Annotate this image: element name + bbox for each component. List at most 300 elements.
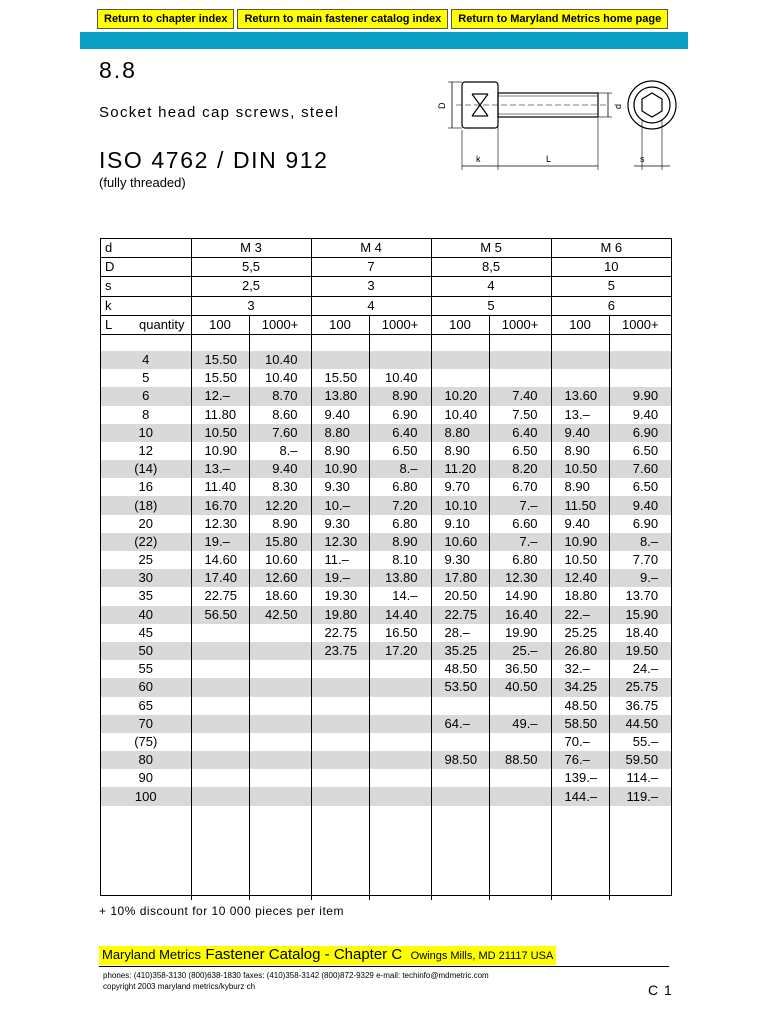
price-cell [249, 678, 311, 696]
price-cell: 59.50 [609, 751, 671, 769]
length-cell: (18) [101, 496, 191, 514]
price-cell [311, 769, 369, 787]
price-cell: 15.50 [191, 351, 249, 369]
price-cell: 9.30 [431, 551, 489, 569]
dimension-label-s: s [640, 154, 645, 164]
price-cell: 10.40 [431, 406, 489, 424]
price-cell: 11.– [311, 551, 369, 569]
price-cell: 11.20 [431, 460, 489, 478]
price-cell: 9.– [609, 569, 671, 587]
table-row [101, 697, 671, 715]
spec-value: 5 [431, 296, 551, 315]
price-cell: 9.70 [431, 478, 489, 496]
price-cell: 6.90 [609, 424, 671, 442]
price-cell: 14.60 [191, 551, 249, 569]
length-cell: 65 [101, 697, 191, 715]
price-cell: 6.50 [632, 442, 659, 458]
price-cell [311, 660, 369, 678]
table-row [101, 642, 671, 660]
price-cell: 6.80 [369, 515, 431, 533]
length-cell: (22) [101, 533, 191, 551]
spec-value: 3 [191, 296, 311, 315]
price-cell [191, 733, 249, 751]
price-cell: 12.30 [311, 533, 369, 551]
price-cell: 12.30 [191, 515, 249, 533]
price-cell: 139.– [551, 769, 609, 787]
quantity-column-header: 1000+ [369, 315, 431, 334]
quantity-label: quantity [139, 316, 185, 332]
price-cell: 6.40 [369, 424, 431, 442]
footer-company: Maryland Metrics [102, 947, 201, 962]
length-cell: 55 [101, 660, 191, 678]
price-cell: 6.50 [632, 479, 659, 495]
price-cell: 8.70 [249, 387, 311, 405]
price-cell [249, 697, 311, 715]
price-cell: 76.– [551, 751, 609, 769]
price-cell [431, 769, 489, 787]
catalog-footer-bar [99, 946, 556, 965]
price-cell [489, 351, 551, 369]
price-cell: 12.40 [551, 569, 609, 587]
price-cell [609, 369, 671, 387]
table-row [101, 515, 671, 533]
price-cell: 36.50 [489, 660, 551, 678]
price-cell: 22.75 [431, 606, 489, 624]
price-cell: 22.75 [191, 587, 249, 605]
price-cell: 10.90 [551, 533, 609, 551]
price-cell: 9.40 [249, 460, 311, 478]
price-cell: 35.25 [431, 642, 489, 660]
price-cell: 8.90 [369, 387, 431, 405]
length-cell: 25 [101, 551, 191, 569]
length-quantity-label [101, 315, 191, 334]
filler-cell [191, 806, 249, 900]
contact-line: phones: (410)358-3130 (800)638-1830 faxes: (410)358-3142 (800)872-9329 e-mail: techinfo@mdmetric.com [103, 971, 489, 980]
price-cell [311, 678, 369, 696]
dimension-label-L: L [546, 154, 552, 164]
price-cell: 10.10 [431, 496, 489, 514]
price-cell [431, 697, 489, 715]
price-cell [191, 769, 249, 787]
price-table [100, 238, 672, 896]
table-row [101, 460, 671, 478]
spec-row [101, 258, 671, 277]
price-cell: 98.50 [431, 751, 489, 769]
price-cell: 7.– [489, 496, 551, 514]
price-cell: 28.– [431, 624, 489, 642]
price-cell: 17.80 [431, 569, 489, 587]
table-row [101, 787, 671, 805]
price-cell: 15.50 [191, 369, 249, 387]
price-cell: 6.50 [489, 442, 551, 460]
length-cell: 90 [101, 769, 191, 787]
price-cell [369, 697, 431, 715]
thread-note: (fully threaded) [99, 175, 186, 190]
filler-cell [551, 806, 609, 900]
dimension-label-d: d [613, 103, 623, 109]
table-row [101, 733, 671, 751]
price-cell [369, 715, 431, 733]
price-cell: 6.40 [489, 424, 551, 442]
price-cell: 13.80 [311, 387, 369, 405]
spacer-cell [551, 334, 609, 351]
price-cell: 9.40 [609, 496, 671, 514]
spec-value: M 4 [311, 239, 431, 258]
spec-value: 4 [431, 277, 551, 296]
price-cell [191, 660, 249, 678]
length-cell: 30 [101, 569, 191, 587]
spacer-cell [249, 334, 311, 351]
price-cell: 18.60 [249, 587, 311, 605]
footer-divider [99, 966, 669, 967]
price-cell [311, 697, 369, 715]
price-cell [489, 697, 551, 715]
length-cell: (75) [101, 733, 191, 751]
filler-cell [431, 806, 489, 900]
price-cell: 8.90 [551, 478, 609, 496]
length-cell: 5 [101, 369, 191, 387]
price-cell: 8.10 [369, 551, 431, 569]
quantity-column-header: 1000+ [609, 315, 671, 334]
price-cell: 9.40 [632, 406, 659, 422]
price-cell [249, 642, 311, 660]
dimension-label-D: D [437, 102, 447, 109]
price-cell [249, 769, 311, 787]
price-cell [249, 733, 311, 751]
price-cell: 6.60 [489, 515, 551, 533]
spec-row [101, 277, 671, 296]
price-cell [489, 369, 551, 387]
price-cell [249, 660, 311, 678]
price-cell: 48.50 [431, 660, 489, 678]
price-cell [311, 787, 369, 805]
price-cell: 25.– [489, 642, 551, 660]
length-cell: 60 [101, 678, 191, 696]
price-cell: 19.90 [489, 624, 551, 642]
price-cell: 10.– [311, 496, 369, 514]
quantity-column-header: 100 [551, 315, 609, 334]
price-cell: 15.80 [249, 533, 311, 551]
price-cell: 7.60 [609, 460, 671, 478]
length-cell: 10 [101, 424, 191, 442]
price-cell: 13.– [551, 406, 609, 424]
price-cell [431, 369, 489, 387]
filler-cell [489, 806, 551, 900]
price-cell [369, 769, 431, 787]
price-cell: 13.80 [369, 569, 431, 587]
price-cell: 10.20 [431, 387, 489, 405]
price-cell: 23.75 [311, 642, 369, 660]
length-cell: 4 [101, 351, 191, 369]
table-spacer [101, 334, 671, 351]
price-cell: 8.90 [311, 442, 369, 460]
spec-label: d [101, 239, 191, 258]
price-cell: 44.50 [609, 715, 671, 733]
price-cell: 10.90 [191, 442, 249, 460]
table-row [101, 678, 671, 696]
price-cell: 14.40 [369, 606, 431, 624]
price-cell: 10.40 [249, 351, 311, 369]
price-cell: 25.75 [609, 678, 671, 696]
price-cell [249, 751, 311, 769]
filler-cell [609, 806, 671, 900]
table-row [101, 660, 671, 678]
price-cell: 10.50 [551, 551, 609, 569]
price-cell: 12.20 [249, 496, 311, 514]
price-cell: 14.90 [489, 587, 551, 605]
price-cell [311, 715, 369, 733]
length-cell: 12 [101, 442, 191, 460]
price-cell: 10.40 [249, 369, 311, 387]
price-cell: 17.20 [369, 642, 431, 660]
price-cell: 8.20 [489, 460, 551, 478]
price-cell: 6.50 [369, 442, 431, 460]
price-cell: 58.50 [551, 715, 609, 733]
price-cell: 25.25 [551, 624, 609, 642]
price-cell: 15.90 [609, 606, 671, 624]
quantity-column-header: 1000+ [489, 315, 551, 334]
price-cell: 8.30 [249, 478, 311, 496]
discount-note: + 10% discount for 10 000 pieces per item [99, 904, 344, 918]
price-cell: 8.– [369, 460, 431, 478]
return-chapter-index-link[interactable]: Return to chapter index [97, 9, 234, 29]
price-cell [609, 351, 671, 369]
price-cell: 144.– [551, 787, 609, 805]
spec-value: 5 [551, 277, 671, 296]
spec-row [101, 239, 671, 258]
quantity-column-header: 100 [311, 315, 369, 334]
price-cell: 55.– [632, 733, 659, 749]
price-cell: 9.40 [551, 424, 609, 442]
price-cell: 20.50 [431, 587, 489, 605]
table-row [101, 496, 671, 514]
length-cell: 16 [101, 478, 191, 496]
length-cell: 20 [101, 515, 191, 533]
table-row [101, 587, 671, 605]
table-row [101, 387, 671, 405]
spec-label: D [101, 258, 191, 277]
price-cell: 119.– [609, 787, 671, 805]
price-cell: 7.60 [249, 424, 311, 442]
table-row [101, 478, 671, 496]
table-row [101, 533, 671, 551]
price-cell: 48.50 [551, 697, 609, 715]
price-cell [311, 351, 369, 369]
price-cell: 16.40 [489, 606, 551, 624]
price-cell [311, 733, 369, 751]
filler-cell [369, 806, 431, 900]
price-cell: 36.75 [625, 697, 659, 713]
spec-value: 7 [311, 258, 431, 277]
price-cell: 26.80 [551, 642, 609, 660]
header-band [80, 32, 688, 49]
price-cell: 18.40 [625, 624, 659, 640]
price-cell [431, 733, 489, 751]
price-cell: 42.50 [249, 606, 311, 624]
price-cell: 13.– [191, 460, 249, 478]
price-cell: 19.– [311, 569, 369, 587]
price-cell: 6.80 [369, 478, 431, 496]
spacer-cell [369, 334, 431, 351]
price-cell: 64.– [431, 715, 489, 733]
price-cell [369, 751, 431, 769]
length-cell: 50 [101, 642, 191, 660]
spacer-cell [489, 334, 551, 351]
table-row [101, 569, 671, 587]
price-cell: 8.80 [311, 424, 369, 442]
table-row [101, 551, 671, 569]
quantity-column-header: 1000+ [249, 315, 311, 334]
price-cell: 19.80 [311, 606, 369, 624]
price-cell: 12.30 [489, 569, 551, 587]
price-cell: 7.70 [632, 552, 659, 568]
table-row [101, 715, 671, 733]
price-cell [191, 697, 249, 715]
grade-label: 8.8 [99, 57, 137, 83]
spec-label: k [101, 296, 191, 315]
price-cell: 13.70 [625, 588, 659, 604]
price-cell [369, 787, 431, 805]
price-cell [191, 787, 249, 805]
price-cell: 9.30 [311, 515, 369, 533]
length-cell: 8 [101, 406, 191, 424]
price-cell [369, 351, 431, 369]
spacer-cell [311, 334, 369, 351]
table-row [101, 624, 671, 642]
length-cell: 80 [101, 751, 191, 769]
price-cell: 88.50 [489, 751, 551, 769]
price-cell: 11.40 [191, 478, 249, 496]
spec-value: M 3 [191, 239, 311, 258]
table-row [101, 769, 671, 787]
price-cell: 16.70 [191, 496, 249, 514]
table-row [101, 751, 671, 769]
spacer-cell [431, 334, 489, 351]
price-cell: 19.30 [311, 587, 369, 605]
price-cell: 9.40 [311, 406, 369, 424]
length-cell: 45 [101, 624, 191, 642]
spec-row [101, 296, 671, 315]
price-cell: 40.50 [489, 678, 551, 696]
spec-value: 3 [311, 277, 431, 296]
product-subtitle: Socket head cap screws, steel [99, 104, 340, 121]
standard-title: ISO 4762 / DIN 912 [99, 147, 329, 173]
filler-cell [249, 806, 311, 900]
price-cell: 19.– [191, 533, 249, 551]
footer-catalog: Fastener Catalog - Chapter C [205, 946, 403, 963]
price-cell: 8.90 [249, 515, 311, 533]
price-cell [191, 751, 249, 769]
price-cell: 6.90 [369, 406, 431, 424]
spec-value: 8,5 [431, 258, 551, 277]
price-cell: 56.50 [191, 606, 249, 624]
price-cell: 6.70 [489, 478, 551, 496]
price-cell: 12.– [191, 387, 249, 405]
price-cell: 24.– [632, 661, 659, 677]
table-row [101, 406, 671, 424]
table-row [101, 424, 671, 442]
length-cell: 6 [101, 387, 191, 405]
table-filler [101, 806, 671, 900]
return-home-page-link[interactable]: Return to Maryland Metrics home page [451, 9, 668, 29]
price-cell: 9.90 [609, 387, 671, 405]
price-cell: 10.60 [249, 551, 311, 569]
nav-bar [97, 9, 668, 29]
price-cell [249, 787, 311, 805]
price-cell [191, 624, 249, 642]
price-cell: 11.50 [551, 496, 609, 514]
price-cell: 9.10 [431, 515, 489, 533]
copyright-line: copyright 2003 maryland metrics/kyburz ch [103, 982, 256, 991]
price-cell [311, 751, 369, 769]
dimension-label-k: k [476, 154, 481, 164]
price-cell [489, 769, 551, 787]
price-cell [369, 733, 431, 751]
price-cell [249, 624, 311, 642]
price-cell: 9.30 [311, 478, 369, 496]
page-number: C 1 [648, 982, 673, 998]
quantity-column-header: 100 [431, 315, 489, 334]
price-cell: 7.40 [489, 387, 551, 405]
price-cell [249, 715, 311, 733]
price-cell: 6.80 [489, 551, 551, 569]
price-cell: 7.50 [489, 406, 551, 424]
price-cell: 70.– [551, 733, 609, 751]
price-cell: 8.– [609, 533, 671, 551]
spec-value: M 6 [551, 239, 671, 258]
price-cell: 8.90 [551, 442, 609, 460]
price-cell [551, 369, 609, 387]
price-cell: 14.– [369, 587, 431, 605]
return-main-catalog-link[interactable]: Return to main fastener catalog index [237, 9, 448, 29]
price-cell: 17.40 [191, 569, 249, 587]
spacer-cell [101, 334, 191, 351]
price-cell: 10.90 [311, 460, 369, 478]
price-cell: 8.90 [369, 533, 431, 551]
price-cell: 11.80 [191, 406, 249, 424]
price-cell [431, 787, 489, 805]
footer-location: Owings Mills, MD 21117 USA [410, 950, 554, 962]
table-row [101, 442, 671, 460]
price-cell: 8.80 [431, 424, 489, 442]
spec-value: 4 [311, 296, 431, 315]
price-cell: 16.50 [369, 624, 431, 642]
length-cell: 35 [101, 587, 191, 605]
price-cell: 8.– [249, 442, 311, 460]
length-cell: 100 [101, 787, 191, 805]
price-cell [191, 715, 249, 733]
table-row [101, 606, 671, 624]
price-cell: 9.40 [551, 515, 609, 533]
price-cell: 10.40 [369, 369, 431, 387]
length-cell: (14) [101, 460, 191, 478]
spacer-cell [191, 334, 249, 351]
price-cell [431, 351, 489, 369]
spec-value: 2,5 [191, 277, 311, 296]
price-cell: 19.50 [609, 642, 671, 660]
price-cell: 53.50 [431, 678, 489, 696]
price-cell: 13.60 [551, 387, 609, 405]
price-cell: 18.80 [551, 587, 609, 605]
price-cell [369, 660, 431, 678]
screw-drawing [430, 70, 680, 180]
price-cell: 32.– [551, 660, 609, 678]
price-cell: 8.90 [431, 442, 489, 460]
filler-cell [311, 806, 369, 900]
price-cell [191, 642, 249, 660]
price-cell: 34.25 [551, 678, 609, 696]
quantity-column-header: 100 [191, 315, 249, 334]
